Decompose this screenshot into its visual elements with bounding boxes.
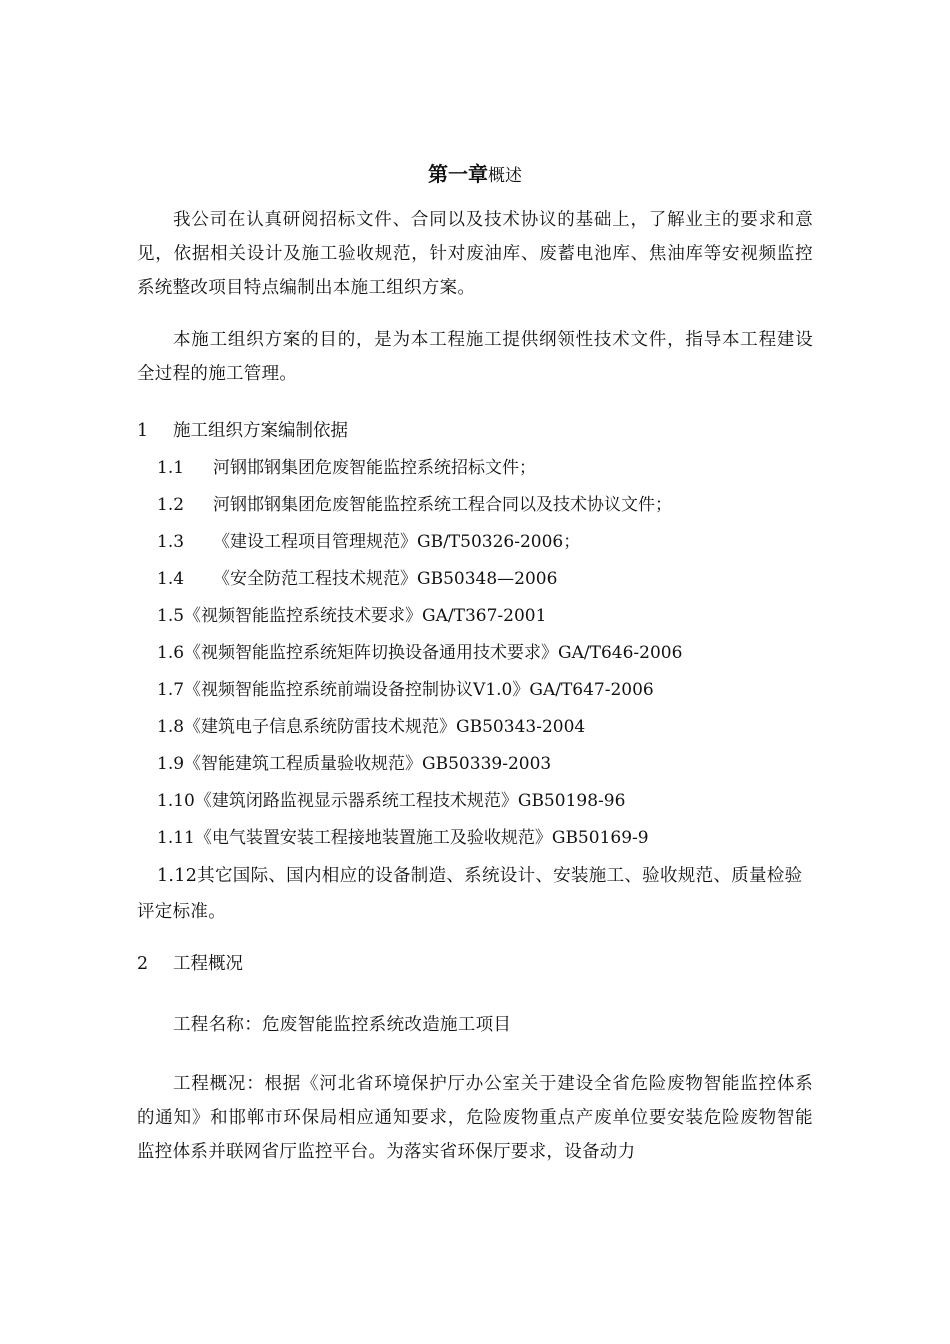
list-item-text: 《安全防范工程技术规范》GB50348—2006	[213, 569, 558, 589]
list-item	[157, 749, 551, 779]
list-item	[157, 490, 672, 520]
list-item-number: 1.7	[157, 680, 185, 700]
chapter-title-main: 第一章	[428, 162, 488, 186]
list-item	[157, 786, 625, 816]
list-item-text: 其它国际、国内相应的设备制造、系统设计、安装施工、验收规范、质量检验评定标准。	[137, 866, 803, 922]
list-item-number: 1.8	[157, 717, 185, 737]
list-item-number: 1.6	[157, 643, 185, 663]
list-item-text: 《建筑闭路监视显示器系统工程技术规范》GB50198-96	[194, 791, 626, 811]
list-item-text: 河钢邯钢集团危废智能监控系统工程合同以及技术协议文件；	[213, 495, 672, 515]
list-item	[157, 601, 546, 631]
chapter-title	[0, 160, 950, 190]
list-item-number: 1.12	[157, 866, 198, 886]
section-1-title: 施工组织方案编制依据	[173, 421, 348, 441]
list-item-text: 河钢邯钢集团危废智能监控系统招标文件；	[213, 458, 536, 478]
list-item-number: 1.4	[157, 569, 185, 589]
list-item-number: 1.11	[157, 828, 195, 848]
list-item-number: 1.2	[157, 495, 185, 515]
section-2-title: 工程概况	[173, 954, 243, 974]
section-2-heading	[137, 949, 243, 979]
list-item	[137, 858, 813, 930]
section-1-number: 1	[137, 421, 149, 441]
list-item	[157, 638, 682, 668]
project-overview-paragraph: 工程概况：根据《河北省环境保护厅办公室关于建设全省危险废物智能监控体系的通知》和邯郸市环保局相应通知要求，危险废物重点产废单位要安装危险废物智能监控体系并联网省厅监控平台。为落实省环保厅要求，设备动力	[137, 1074, 813, 1162]
list-item	[157, 564, 557, 594]
chapter-title-sub: 概述	[488, 166, 522, 186]
list-item	[157, 823, 649, 853]
list-item-text: 《视频智能监控系统矩阵切换设备通用技术要求》GA/T646-2006	[184, 643, 683, 663]
list-item-number: 1.1	[157, 458, 185, 478]
list-item-text: 《电气装置安装工程接地装置施工及验收规范》GB50169-9	[194, 828, 649, 848]
section-2-number: 2	[137, 954, 149, 974]
list-item	[157, 712, 585, 742]
project-name-line: 工程名称：危废智能监控系统改造施工项目	[173, 1015, 512, 1035]
list-item	[157, 675, 654, 705]
list-item-text: 《建筑电子信息系统防雷技术规范》GB50343-2004	[184, 717, 586, 737]
list-item-number: 1.3	[157, 532, 185, 552]
list-item	[157, 453, 536, 483]
list-item-number: 1.10	[157, 791, 195, 811]
list-item-number: 1.5	[157, 606, 185, 626]
intro-paragraph-1: 我公司在认真研阅招标文件、合同以及技术协议的基础上，了解业主的要求和意见，依据相关设计及施工验收规范，针对废油库、废蓄电池库、焦油库等安视频监控系统整改项目特点编制出本施工组织方案。	[137, 210, 813, 298]
list-item-text: 《视频智能监控系统技术要求》GA/T367-2001	[184, 606, 547, 626]
intro-paragraph-2: 本施工组织方案的目的，是为本工程施工提供纲领性技术文件，指导本工程建设全过程的施工管理。	[137, 330, 813, 384]
list-item	[157, 527, 580, 557]
section-1-heading	[137, 416, 348, 446]
list-item-number: 1.9	[157, 754, 185, 774]
list-item-text: 《建设工程项目管理规范》GB/T50326-2006；	[213, 532, 581, 552]
list-item-text: 《视频智能监控系统前端设备控制协议V1.0》GA/T647-2006	[184, 680, 654, 700]
list-item-text: 《智能建筑工程质量验收规范》GB50339-2003	[184, 754, 552, 774]
